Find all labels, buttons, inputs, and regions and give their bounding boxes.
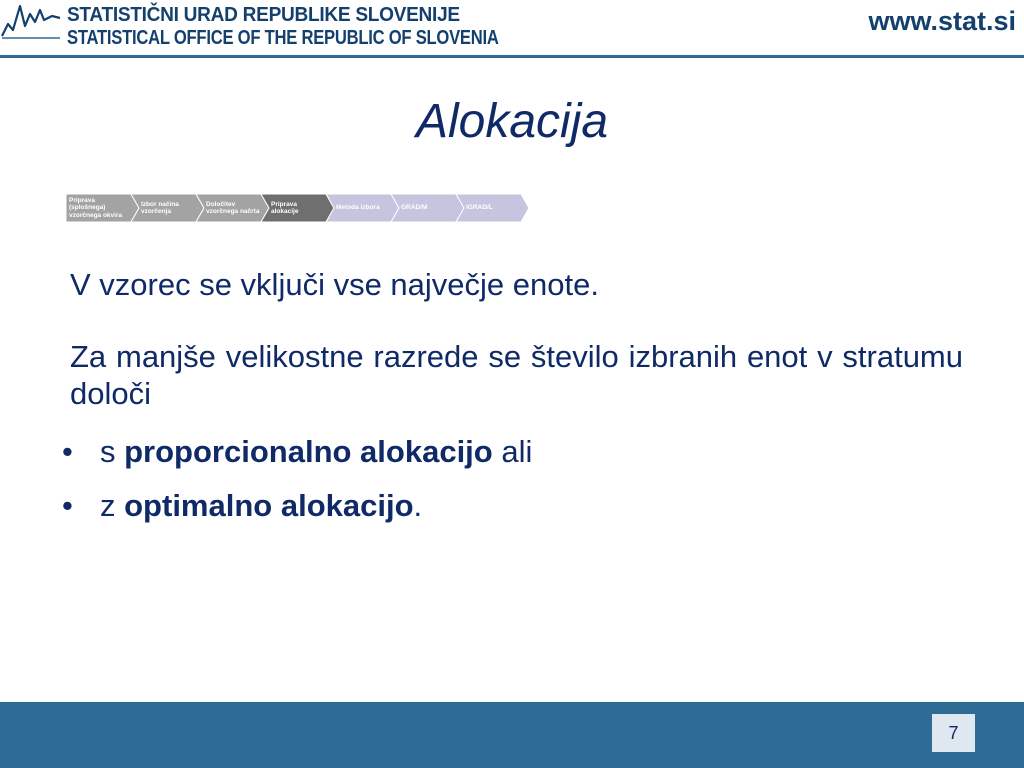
bullet-emphasis: optimalno alokacijo — [124, 488, 414, 523]
list-item — [62, 486, 962, 526]
slide-footer — [0, 702, 1024, 768]
paragraph-largest-units: V vzorec se vključi vse največje enote. — [70, 267, 599, 302]
slide-title: Alokacija — [415, 95, 609, 148]
org-name-english: STATISTICAL OFFICE OF THE REPUBLIC OF SLOVENIA — [67, 26, 499, 49]
process-step-label: Izbor načina vzorčenja — [141, 200, 179, 215]
allocation-method-list — [62, 432, 962, 540]
bullet-suffix: ali — [492, 434, 533, 469]
process-step-label: Določitev vzorčnega načrta — [206, 200, 260, 215]
list-item — [62, 432, 962, 472]
bullet-icon: • — [62, 434, 73, 469]
paragraph-smaller-classes: Za manjše velikostne razrede se število izbranih enot v stratumu določi — [70, 339, 963, 411]
process-step-label: Priprava alokacije — [271, 200, 299, 215]
bullet-icon: • — [62, 488, 73, 523]
bullet-prefix: z — [100, 488, 125, 523]
chart-line-logo-icon — [0, 0, 62, 44]
slide-header — [0, 0, 1024, 58]
bullet-prefix: s — [100, 434, 125, 469]
org-name-slovenian: STATISTIČNI URAD REPUBLIKE SLOVENIJE — [67, 3, 460, 26]
process-step-label: GRAD/M — [401, 204, 428, 212]
process-step-label: Metoda izbora — [336, 204, 380, 212]
process-step-label: IGRAD/L — [466, 204, 493, 212]
bullet-suffix: . — [413, 488, 423, 523]
process-step-label: Priprava (splošnega) vzorčnega okvira — [69, 196, 123, 219]
website-link[interactable]: www.stat.si — [868, 6, 1016, 36]
process-chevron-bar — [66, 194, 532, 222]
page-number: 7 — [932, 714, 975, 752]
bullet-emphasis: proporcionalno alokacijo — [124, 434, 493, 469]
header-divider — [0, 55, 1024, 58]
